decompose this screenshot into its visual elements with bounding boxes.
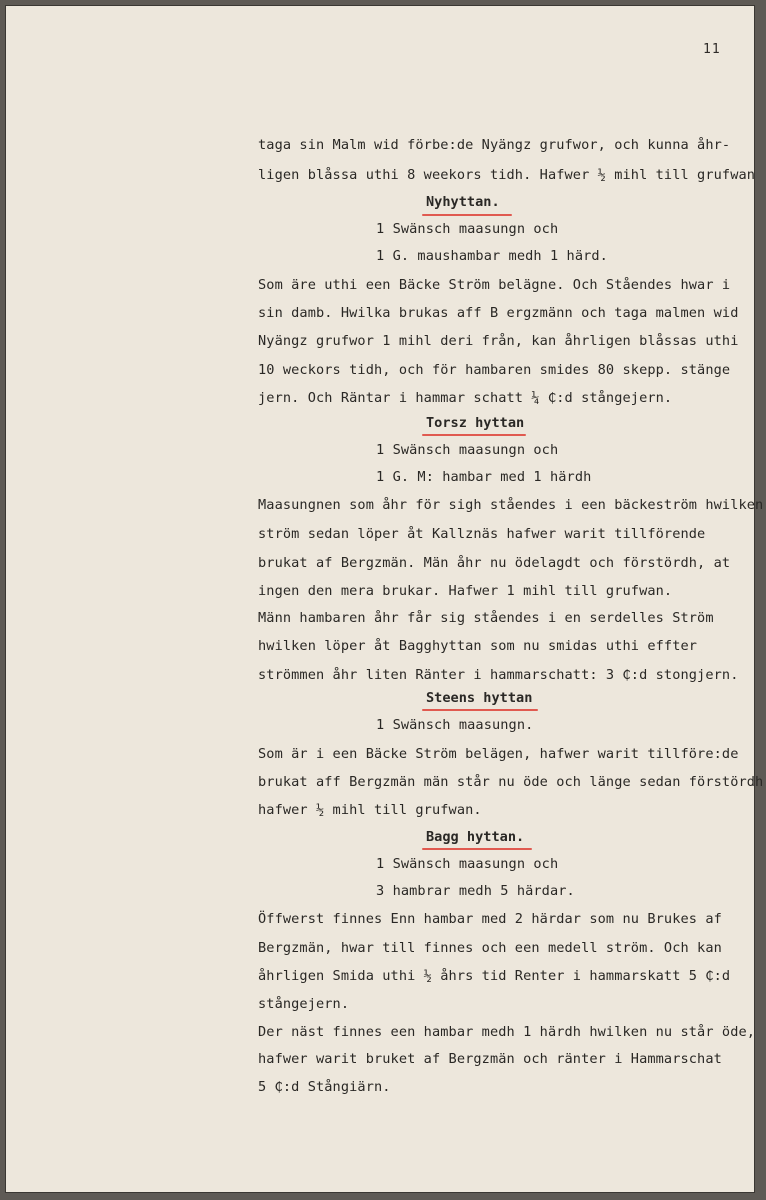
document-page (6, 6, 764, 1192)
heading-underline (422, 434, 526, 436)
text-line: hafwer ½ mihl till grufwan. (258, 802, 482, 818)
heading-underline (422, 214, 512, 216)
text-line: 10 weckors tidh, och för hambaren smides 80 skepp. stänge (258, 362, 731, 378)
text-line: Öffwerst finnes Enn hambar med 2 härdar som nu Brukes af (258, 911, 722, 927)
section-heading-bagg-hyttan: Bagg hyttan. (426, 829, 525, 845)
text-line: 1 Swänsch maasungn. (376, 717, 534, 733)
text-line: 1 G. M: hambar med 1 härdh (376, 469, 592, 485)
text-line: hafwer warit bruket af Bergzmän och ränter i Hammarschat (258, 1051, 722, 1067)
text-line: 1 Swänsch maasungn och (376, 442, 559, 458)
text-line: Som är i een Bäcke Ström belägen, hafwer warit tillföre:de (258, 746, 739, 762)
text-line: stångejern. (258, 996, 350, 1012)
text-line: 3 hambrar medh 5 härdar. (376, 883, 575, 899)
section-heading-steens-hyttan: Steens hyttan (426, 690, 533, 706)
text-line: ligen blåssa uthi 8 weekors tidh. Hafwer ½ mihl till grufwan (258, 167, 756, 183)
text-line: strömmen åhr liten Ränter i hammarschatt: 3 ₵:d stongjern. (258, 667, 739, 683)
heading-underline (422, 848, 532, 850)
text-line: 1 Swänsch maasungn och (376, 221, 559, 237)
text-line: 1 G. maushambar medh 1 härd. (376, 248, 608, 264)
heading-underline (422, 709, 538, 711)
text-line: Maasungnen som åhr för sigh ståendes i een bäckeström hwilken (258, 497, 764, 513)
text-line: ingen den mera brukar. Hafwer 1 mihl till grufwan. (258, 583, 673, 599)
text-line: Bergzmän, hwar till finnes och een medell ström. Och kan (258, 940, 722, 956)
text-line: 5 ₵:d Stångiärn. (258, 1079, 391, 1095)
section-heading-nyhyttan: Nyhyttan. (426, 194, 500, 210)
text-line: åhrligen Smida uthi ½ åhrs tid Renter i hammarskatt 5 ₵:d (258, 968, 731, 984)
text-line: Männ hambaren åhr får sig ståendes i en serdelles Ström (258, 610, 714, 626)
text-line: brukat aff Bergzmän män står nu öde och länge sedan förstördh (258, 774, 764, 790)
page-number: 11 (703, 42, 721, 57)
text-line: Som äre uthi een Bäcke Ström belägne. Och Ståendes hwar i (258, 277, 731, 293)
text-line: hwilken löper åt Bagghyttan som nu smidas uthi effter (258, 638, 698, 654)
section-heading-torsz-hyttan: Torsz hyttan (426, 415, 525, 431)
text-line: jern. Och Räntar i hammar schatt ¼ ₵:d stångejern. (258, 390, 673, 406)
text-line: Der näst finnes een hambar medh 1 härdh hwilken nu står öde, (258, 1024, 756, 1040)
text-line: Nyängz grufwor 1 mihl deri från, kan åhrligen blåssas uthi (258, 333, 739, 349)
text-line: taga sin Malm wid förbe:de Nyängz grufwor, och kunna åhr- (258, 137, 731, 153)
text-line: ström sedan löper åt Kallznäs hafwer warit tillförende (258, 526, 706, 542)
text-line: sin damb. Hwilka brukas aff B ergzmänn och taga malmen wid (258, 305, 739, 321)
text-line: brukat af Bergzmän. Män åhr nu ödelagdt och förstördh, at (258, 555, 731, 571)
text-line: 1 Swänsch maasungn och (376, 856, 559, 872)
